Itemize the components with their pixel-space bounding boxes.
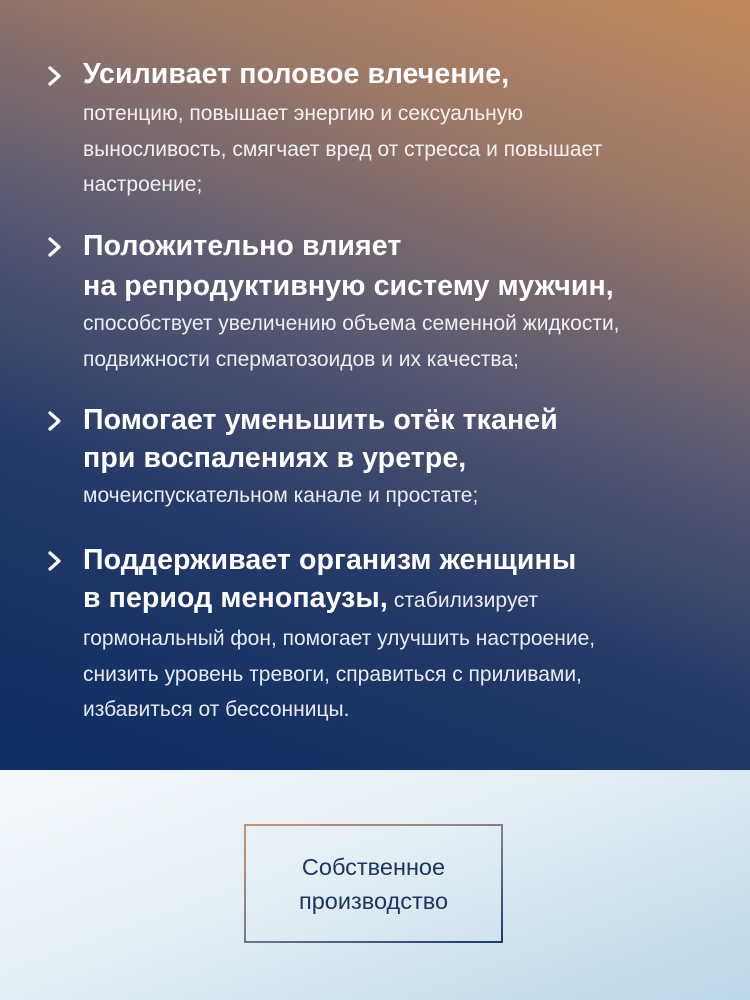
benefit-body-line: гормональный фон, помогает улучшить настроение,: [83, 627, 596, 650]
benefit-body: [83, 621, 723, 728]
benefit-body: [83, 306, 723, 377]
benefit-body-line: выносливость, смягчает вред от стресса и повышает: [83, 137, 603, 161]
benefit-body: [83, 478, 723, 514]
benefit-heading: Помогает уменьшить отёк тканей: [83, 404, 558, 436]
benefit-heading: при воспалениях в уретре,: [83, 442, 467, 474]
benefit-heading-with-inline: [83, 580, 723, 619]
benefit-body-line: избавиться от бессонницы.: [83, 698, 350, 721]
badge-line: Собственное: [301, 853, 446, 880]
benefit-body-line: подвижности сперматозоидов и их качества;: [83, 347, 519, 371]
benefit-body-line: снизить уровень тревоги, справиться с приливами,: [83, 662, 582, 686]
chevron-right-icon: [44, 236, 66, 258]
benefit-body-line: мочеиспускательном канале и простате;: [83, 484, 479, 507]
chevron-right-icon: [44, 550, 66, 572]
benefit-heading-part: в период менопаузы,: [83, 582, 388, 614]
benefit-body: [83, 96, 723, 203]
benefit-inline-body: стабилизирует: [387, 589, 539, 612]
benefit-body-line: потенцию, повышает энергию и сексуальную: [83, 102, 523, 125]
benefit-heading: Положительно влияет: [83, 230, 402, 262]
benefit-heading: Поддерживает организм женщины: [83, 544, 577, 576]
benefit-body-line: настроение;: [83, 173, 203, 196]
chevron-right-icon: [44, 65, 66, 87]
chevron-right-icon: [44, 410, 66, 432]
benefit-heading: Усиливает половое влечение,: [83, 58, 510, 90]
badge-line: производство: [298, 887, 449, 914]
benefit-heading: на репродуктивную систему мужчин,: [83, 270, 614, 302]
own-production-badge: [244, 824, 503, 943]
benefit-body-line: способствует увеличению объема семенной жидкости,: [83, 312, 620, 335]
